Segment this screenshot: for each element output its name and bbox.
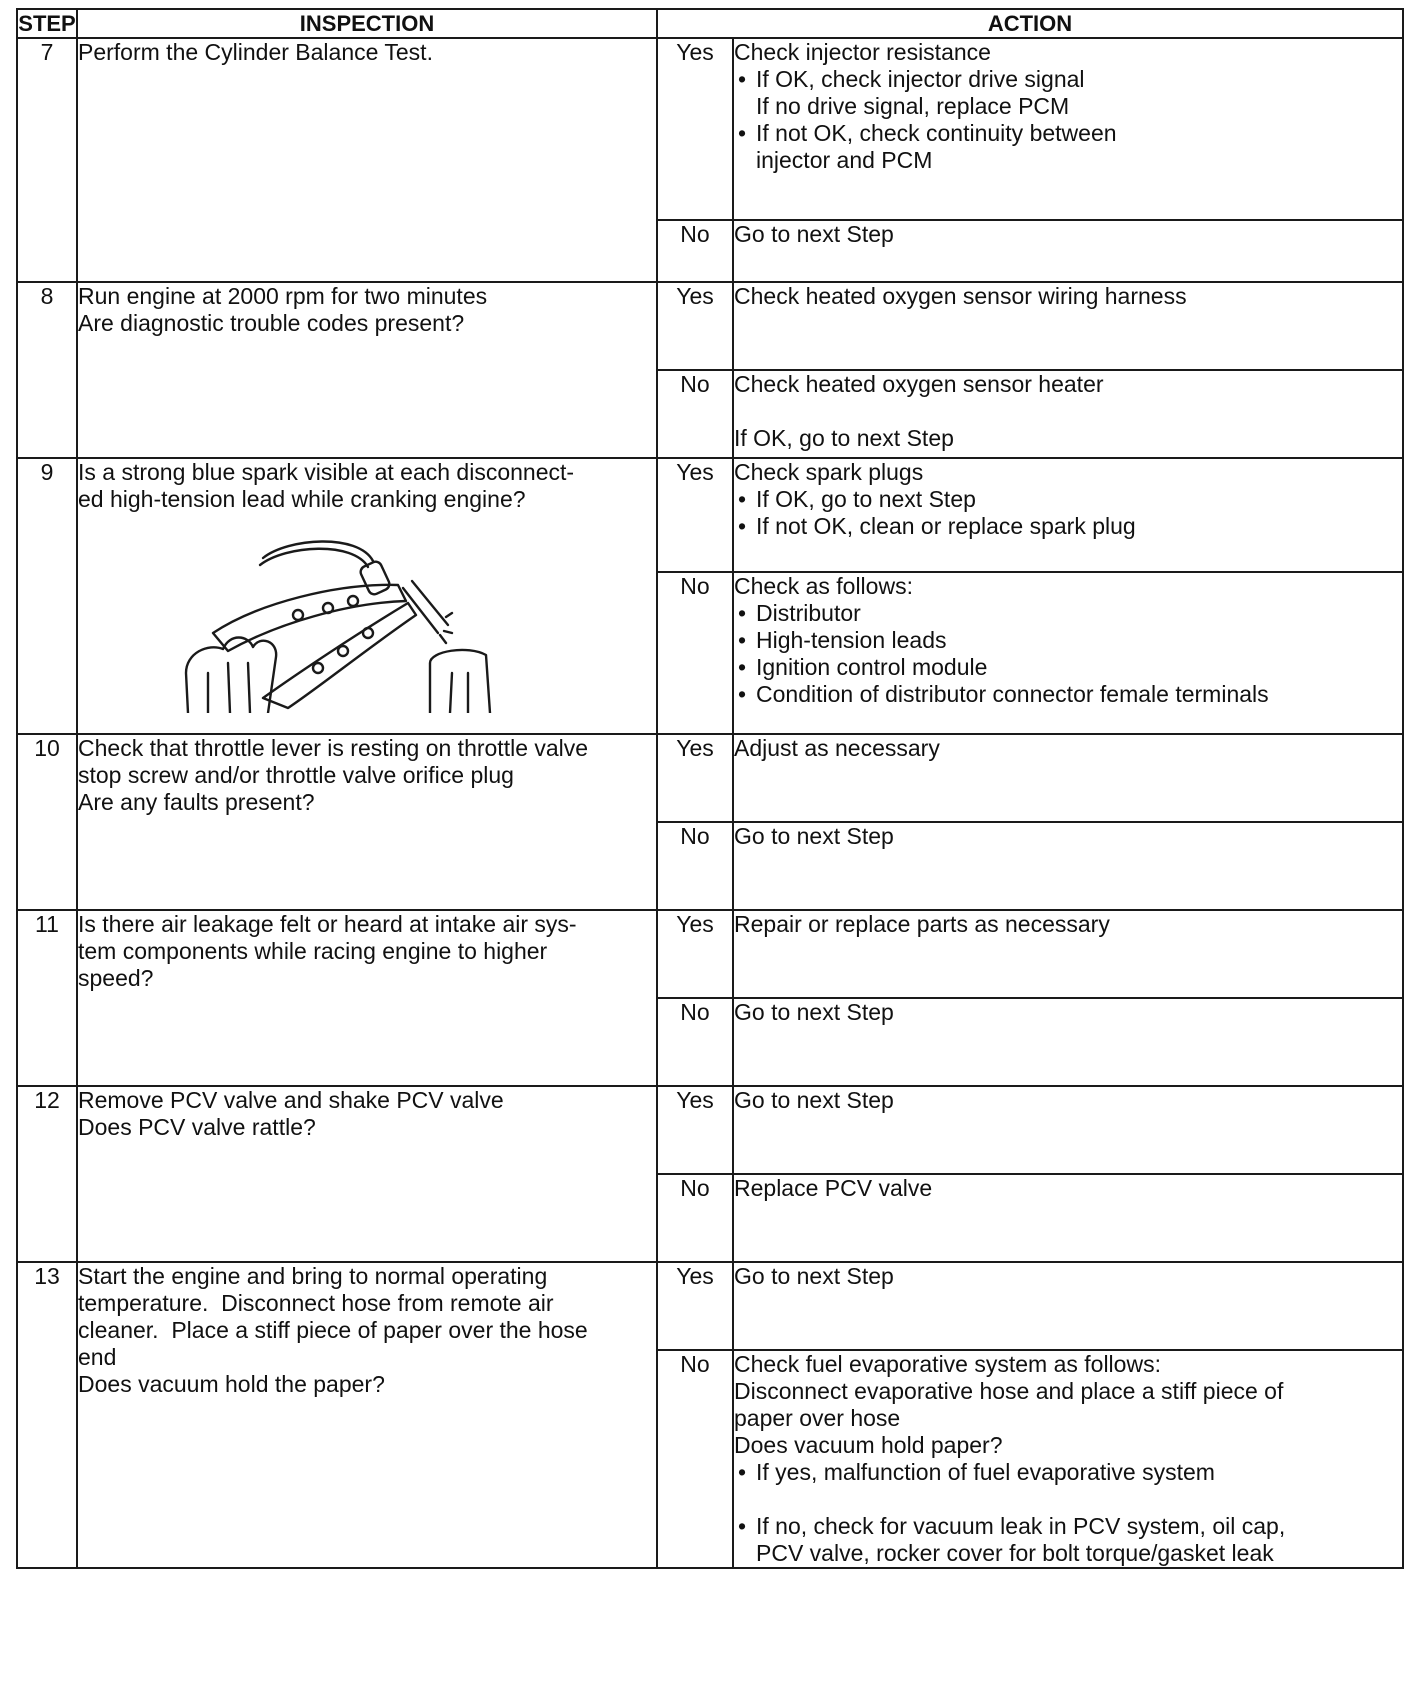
inspection-line: Does vacuum hold the paper?	[78, 1371, 385, 1397]
yes-action-cell	[733, 282, 1403, 370]
step-number: 13	[17, 1262, 77, 1568]
yes-action-cell	[733, 734, 1403, 822]
action-line: Go to next Step	[734, 1263, 894, 1289]
engine-outline	[430, 650, 490, 713]
inspection-line: end	[78, 1344, 117, 1370]
action-line: Check as follows:	[734, 573, 913, 599]
yes-label: Yes	[657, 458, 733, 572]
step-number: 12	[17, 1086, 77, 1262]
yes-label: Yes	[657, 734, 733, 822]
no-label: No	[657, 1174, 733, 1262]
table-row-yes	[17, 734, 1403, 822]
action-bullet: • High-tension leads	[734, 627, 1402, 654]
yes-label: Yes	[657, 38, 733, 220]
yes-label: Yes	[657, 1262, 733, 1350]
inspection-cell	[77, 734, 657, 910]
no-action-cell	[733, 1350, 1403, 1568]
action-line: Does vacuum hold paper?	[734, 1432, 1003, 1458]
action-bullet: • Condition of distributor connector female terminals	[734, 681, 1402, 708]
action-column-header: ACTION	[657, 9, 1403, 38]
no-label: No	[657, 998, 733, 1086]
table-row-yes	[17, 1262, 1403, 1350]
header-row	[17, 9, 1403, 38]
action-line: Check heated oxygen sensor wiring harness	[734, 283, 1187, 309]
action-line: Adjust as necessary	[734, 735, 940, 761]
inspection-line: Remove PCV valve and shake PCV valve	[78, 1087, 504, 1113]
action-bullet: • If no, check for vacuum leak in PCV system, oil cap,	[734, 1513, 1402, 1540]
yes-action-cell	[733, 458, 1403, 572]
yes-label: Yes	[657, 910, 733, 998]
action-line	[734, 1486, 1402, 1513]
action-bullet: • If yes, malfunction of fuel evaporative system	[734, 1459, 1402, 1486]
yes-action-cell	[733, 38, 1403, 220]
no-action-cell	[733, 822, 1403, 910]
step-number: 7	[17, 38, 77, 282]
diagnostic-sheet	[16, 8, 1402, 1698]
inspection-line: tem components while racing engine to higher	[78, 938, 548, 964]
action-line: Go to next Step	[734, 823, 894, 849]
inspection-line: Is a strong blue spark visible at each disconnect-	[78, 459, 575, 485]
lead-boot	[359, 560, 392, 596]
no-action-cell	[733, 370, 1403, 458]
inspection-line: stop screw and/or throttle valve orifice plug	[78, 762, 514, 788]
action-line: Replace PCV valve	[734, 1175, 933, 1201]
action-bullet: • If not OK, check continuity between	[734, 120, 1402, 147]
diagnostic-table	[16, 8, 1404, 1569]
table-row-yes	[17, 1086, 1403, 1174]
no-label: No	[657, 370, 733, 458]
inspection-line: Perform the Cylinder Balance Test.	[78, 39, 433, 65]
inspection-line: cleaner. Place a stiff piece of paper over the hose	[78, 1317, 588, 1343]
action-line: Go to next Step	[734, 999, 894, 1025]
yes-action-cell	[733, 910, 1403, 998]
action-bullet: • If OK, go to next Step	[734, 486, 1402, 513]
yes-action-cell	[733, 1262, 1403, 1350]
inspection-cell	[77, 1086, 657, 1262]
table-row-yes	[17, 458, 1403, 572]
action-line: Check spark plugs	[734, 459, 924, 485]
inspection-line: Start the engine and bring to normal operating	[78, 1263, 548, 1289]
inspection-line: Are diagnostic trouble codes present?	[78, 310, 465, 336]
inspection-line: speed?	[78, 965, 154, 991]
table-row-yes	[17, 38, 1403, 220]
action-line: Check heated oxygen sensor heater	[734, 371, 1104, 397]
action-bullet: • Ignition control module	[734, 654, 1402, 681]
action-line: injector and PCM	[756, 147, 933, 173]
inspection-line: Run engine at 2000 rpm for two minutes	[78, 283, 488, 309]
step-number: 9	[17, 458, 77, 734]
inspection-cell	[77, 458, 657, 734]
table-row-yes	[17, 282, 1403, 370]
yes-label: Yes	[657, 1086, 733, 1174]
action-line: Disconnect evaporative hose and place a stiff piece of	[734, 1378, 1284, 1404]
inspection-line: Does PCV valve rattle?	[78, 1114, 316, 1140]
no-label: No	[657, 822, 733, 910]
action-bullet: • If OK, check injector drive signal	[734, 66, 1402, 93]
action-line: Check injector resistance	[734, 39, 991, 65]
inspection-line: temperature. Disconnect hose from remote air	[78, 1290, 554, 1316]
no-action-cell	[733, 1174, 1403, 1262]
inspection-cell	[77, 1262, 657, 1568]
inspection-column-header: INSPECTION	[77, 9, 657, 38]
action-line: paper over hose	[734, 1405, 901, 1431]
action-line: If OK, go to next Step	[734, 425, 954, 451]
spark-test-pliers-illustration	[168, 523, 498, 713]
yes-label: Yes	[657, 282, 733, 370]
action-line: Go to next Step	[734, 1087, 894, 1113]
inspection-cell	[77, 282, 657, 458]
high-tension-lead-wire	[263, 541, 373, 561]
action-line: Go to next Step	[734, 221, 894, 247]
yes-action-cell	[733, 1086, 1403, 1174]
no-label: No	[657, 1350, 733, 1568]
action-line: PCV valve, rocker cover for bolt torque/gasket leak	[756, 1540, 1274, 1566]
no-action-cell	[733, 998, 1403, 1086]
table-body	[17, 38, 1403, 1568]
step-number: 11	[17, 910, 77, 1086]
inspection-cell	[77, 910, 657, 1086]
inspection-cell	[77, 38, 657, 282]
no-label: No	[657, 220, 733, 282]
step-column-header: STEP	[18, 11, 76, 36]
action-line: Check fuel evaporative system as follows:	[734, 1351, 1161, 1377]
action-line	[734, 398, 1402, 425]
step-number: 10	[17, 734, 77, 910]
action-line: Repair or replace parts as necessary	[734, 911, 1110, 937]
inspection-line: Are any faults present?	[78, 789, 315, 815]
step-number: 8	[17, 282, 77, 458]
table-row-yes	[17, 910, 1403, 998]
no-label: No	[657, 572, 733, 734]
no-action-cell	[733, 572, 1403, 734]
action-bullet: • Distributor	[734, 600, 1402, 627]
inspection-line: Is there air leakage felt or heard at intake air sys-	[78, 911, 577, 937]
inspection-line: ed high-tension lead while cranking engine?	[78, 486, 526, 512]
action-bullet: • If not OK, clean or replace spark plug	[734, 513, 1402, 540]
action-line: If no drive signal, replace PCM	[756, 93, 1070, 119]
inspection-line: Check that throttle lever is resting on throttle valve	[78, 735, 589, 761]
no-action-cell	[733, 220, 1403, 282]
